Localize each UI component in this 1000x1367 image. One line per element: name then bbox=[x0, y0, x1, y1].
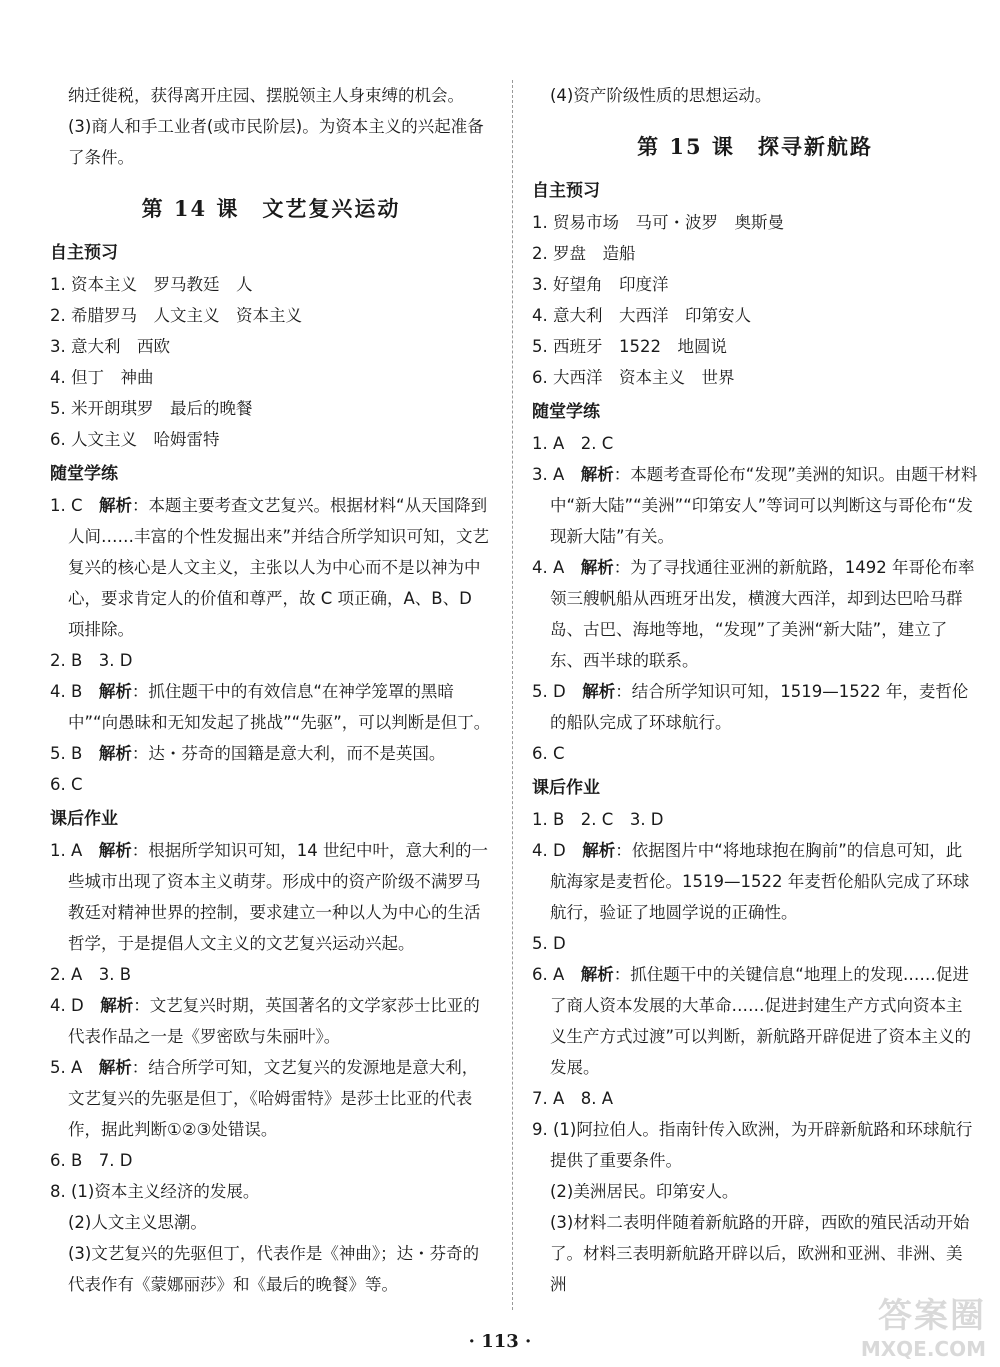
answer-item bbox=[50, 835, 492, 959]
answer-line: 3. 好望角 印度洋 bbox=[532, 275, 669, 294]
answer-line: 7. A 8. A bbox=[532, 1089, 614, 1108]
answer-key: 4. A bbox=[532, 558, 565, 577]
answer-subline: (3)材料二表明伴随着新航路的开辟，西欧的殖民活动开始了。材料三表明新航路开辟以后，欧洲和亚洲、非洲、美洲 bbox=[550, 1213, 970, 1294]
analysis-label: 解析 bbox=[98, 841, 132, 860]
analysis-text: ：本题主要考查文艺复兴。根据材料“从天国降到人间……丰富的个性发掘出来”并结合所学知识可知，文艺复兴的核心是人文主义，主张以人为中心而不是以神为中心，要求肯定人的价值和尊严，故 C 项正确，A、B、D 项排除。 bbox=[68, 496, 490, 639]
right-column bbox=[532, 80, 978, 1300]
analysis-label: 解析 bbox=[580, 965, 614, 984]
answer-item bbox=[50, 490, 492, 645]
answer-line: 6. 人文主义 哈姆雷特 bbox=[50, 430, 220, 449]
answer-line: 5. 米开朗琪罗 最后的晚餐 bbox=[50, 399, 253, 418]
analysis-text: ：结合所学可知，文艺复兴的发源地是意大利，文艺复兴的先驱是但丁，《哈姆雷特》是莎士比亚的代表作，据此判断①②③处错误。 bbox=[68, 1058, 479, 1139]
answer-line: 4. 意大利 大西洋 印第安人 bbox=[532, 306, 751, 325]
analysis-text: ：根据所学知识可知，14 世纪中叶，意大利的一些城市出现了资本主义萌芽。形成中的资产阶级不满罗马教廷对精神世界的控制，要求建立一种以人为中心的生活哲学，于是提倡人文主义的文艺复兴运动兴起。 bbox=[68, 841, 489, 953]
analysis-text: ：文艺复兴时期，英国著名的文学家莎士比亚的代表作品之一是《罗密欧与朱丽叶》。 bbox=[68, 996, 480, 1046]
analysis-text: ：抓住题干中的关键信息“地理上的发现……促进了商人资本发展的大革命……促进封建生产方式向资本主义生产方式过渡”可以判断，新航路开辟促进了资本主义的发展。 bbox=[550, 965, 972, 1077]
analysis-label: 解析 bbox=[582, 682, 616, 701]
analysis-text: ：结合所学知识可知，1519—1522 年，麦哲伦的船队完成了环球航行。 bbox=[550, 682, 969, 732]
analysis-label: 解析 bbox=[580, 558, 614, 577]
analysis-text: ：依据图片中“将地球抱在胸前”的信息可知，此航海家是麦哲伦。1519—1522 年麦哲伦船队完成了环球航行，验证了地圆学说的正确性。 bbox=[550, 841, 970, 922]
analysis-label: 解析 bbox=[99, 496, 133, 515]
continued-text: (3)商人和手工业者(或市民阶层)。为资本主义的兴起准备了条件。 bbox=[68, 117, 484, 167]
section-heading: 课后作业 bbox=[50, 809, 118, 829]
answer-item bbox=[50, 676, 492, 738]
page-number: · 113 · bbox=[468, 1331, 532, 1352]
answer-line: 3. 意大利 西欧 bbox=[50, 337, 170, 356]
answer-subline: (2)人文主义思潮。 bbox=[68, 1213, 207, 1232]
analysis-label: 解析 bbox=[98, 1058, 132, 1077]
answer-line: 1. 贸易市场 马可・波罗 奥斯曼 bbox=[532, 213, 784, 232]
analysis-label: 解析 bbox=[98, 744, 132, 763]
answer-line: 4. 但丁 神曲 bbox=[50, 368, 154, 387]
answer-subline: (2)美洲居民。印第安人。 bbox=[550, 1182, 739, 1201]
answer-line: 2. 希腊罗马 人文主义 资本主义 bbox=[50, 306, 302, 325]
lesson-title: 第 15 课 探寻新航路 bbox=[637, 134, 873, 159]
answer-item bbox=[532, 676, 978, 738]
answer-line: 6. C bbox=[532, 744, 565, 763]
answer-line: 8. (1)资本主义经济的发展。 bbox=[50, 1182, 260, 1201]
section-heading: 自主预习 bbox=[50, 243, 118, 263]
lesson-title: 第 14 课 文艺复兴运动 bbox=[141, 196, 401, 221]
answer-line: 2. 罗盘 造船 bbox=[532, 244, 636, 263]
answer-item bbox=[50, 738, 492, 769]
answer-key: 4. B bbox=[50, 682, 83, 701]
continued-text: (4)资产阶级性质的思想运动。 bbox=[550, 86, 772, 105]
answer-line: 1. 资本主义 罗马教廷 人 bbox=[50, 275, 253, 294]
answer-key: 5. D bbox=[532, 682, 566, 701]
answer-item bbox=[532, 835, 978, 928]
answer-line: 2. A 3. B bbox=[50, 965, 132, 984]
answer-line: 6. B 7. D bbox=[50, 1151, 133, 1170]
answer-item bbox=[532, 552, 978, 676]
answer-key: 1. C bbox=[50, 496, 83, 515]
answer-line: 2. B 3. D bbox=[50, 651, 133, 670]
analysis-text: ：为了寻找通往亚洲的新航路，1492 年哥伦布率领三艘帆船从西班牙出发，横渡大西洋，却到达巴哈马群岛、古巴、海地等地，“发现”了美洲“新大陆”，建立了东、西半球的联系。 bbox=[550, 558, 975, 670]
watermark-url: MXQE.COM bbox=[860, 1337, 986, 1361]
section-heading: 自主预习 bbox=[532, 181, 600, 201]
answer-line: 1. B 2. C 3. D bbox=[532, 810, 664, 829]
analysis-label: 解析 bbox=[580, 465, 614, 484]
answer-key: 5. A bbox=[50, 1058, 83, 1077]
section-heading: 课后作业 bbox=[532, 778, 600, 798]
watermark-text: 答案圈 bbox=[878, 1296, 986, 1336]
answer-key: 6. A bbox=[532, 965, 565, 984]
answer-item bbox=[50, 990, 492, 1052]
answer-item bbox=[532, 459, 978, 552]
answer-key: 5. B bbox=[50, 744, 83, 763]
answer-subline: (3)文艺复兴的先驱但丁，代表作是《神曲》；达・芬奇的代表作有《蒙娜丽莎》和《最后的晚餐》等。 bbox=[68, 1244, 480, 1294]
analysis-label: 解析 bbox=[582, 841, 616, 860]
analysis-text: ：达・芬奇的国籍是意大利，而不是英国。 bbox=[131, 744, 446, 763]
answer-line: 6. C bbox=[50, 775, 83, 794]
section-heading: 随堂学练 bbox=[50, 464, 118, 484]
answer-key: 4. D bbox=[50, 996, 84, 1015]
section-heading: 随堂学练 bbox=[532, 402, 600, 422]
answer-item bbox=[532, 959, 978, 1083]
answer-key: 4. D bbox=[532, 841, 566, 860]
answer-key: 1. A bbox=[50, 841, 83, 860]
answer-line: 1. A 2. C bbox=[532, 434, 614, 453]
answer-item bbox=[50, 1052, 492, 1145]
answer-line: 5. 西班牙 1522 地圆说 bbox=[532, 337, 727, 356]
answer-line: 9. (1)阿拉伯人。指南针传入欧洲，为开辟新航路和环球航行提供了重要条件。 bbox=[532, 1120, 973, 1170]
answer-line: 6. 大西洋 资本主义 世界 bbox=[532, 368, 735, 387]
continued-text: 纳迁徙税，获得离开庄园、摆脱领主人身束缚的机会。 bbox=[68, 86, 464, 105]
analysis-text: ：本题考查哥伦布“发现”美洲的知识。由题干材料中“新大陆”“美洲”“印第安人”等词可以判断这与哥伦布“发现新大陆”有关。 bbox=[550, 465, 978, 546]
answer-key: 3. A bbox=[532, 465, 565, 484]
analysis-label: 解析 bbox=[100, 996, 134, 1015]
column-divider bbox=[512, 80, 513, 1310]
left-column bbox=[50, 80, 492, 1300]
watermark-logo bbox=[861, 1288, 986, 1361]
analysis-label: 解析 bbox=[98, 682, 132, 701]
analysis-text: ：抓住题干中的有效信息“在神学笼罩的黑暗中”“向愚昧和无知发起了挑战”“先驱”，可以判断是但丁。 bbox=[68, 682, 491, 732]
answer-line: 5. D bbox=[532, 934, 566, 953]
